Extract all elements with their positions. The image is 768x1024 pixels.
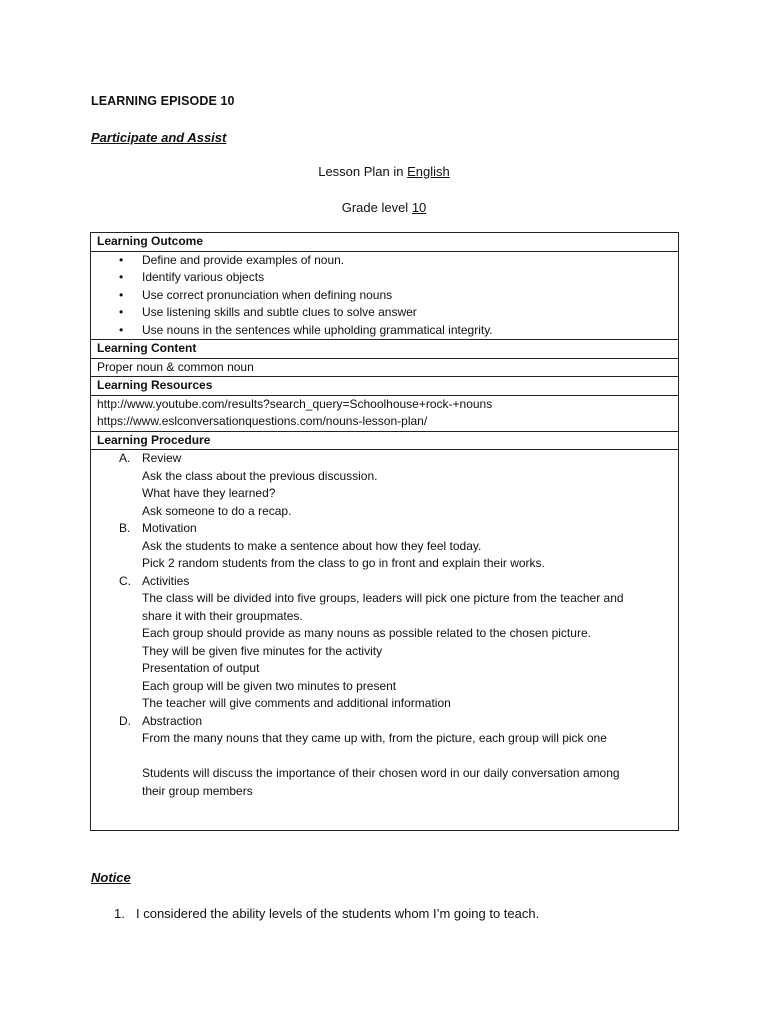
procedure-letter: B. xyxy=(119,521,131,535)
resource-link[interactable]: https://www.eslconversationquestions.com/nouns-lesson-plan/ xyxy=(97,414,428,428)
procedure-line: Pick 2 random students from the class to go in front and explain their works. xyxy=(142,556,545,570)
procedure-title: Activities xyxy=(142,573,190,588)
procedure-section-activities xyxy=(97,573,672,713)
learning-resources-cell xyxy=(91,395,679,431)
outcome-item: • Use nouns in the sentences while upholding grammatical integrity. xyxy=(97,322,672,340)
procedure-line: share it with their groupmates. xyxy=(142,608,303,623)
procedure-letter: C. xyxy=(119,573,131,588)
lesson-plan-subject: English xyxy=(407,164,450,179)
lesson-plan-prefix: Lesson Plan in xyxy=(318,164,408,179)
procedure-letter: D. xyxy=(119,713,131,728)
notice-item-number: 1. xyxy=(114,906,125,921)
procedure-line: What have they learned? xyxy=(142,486,276,500)
grade-level-value: 10 xyxy=(411,200,427,215)
procedure-line: Each group should provide as many nouns as possible related to the chosen picture. xyxy=(142,626,591,640)
notice-heading: Notice xyxy=(91,870,131,885)
procedure-title: Review xyxy=(142,451,182,465)
outcome-item: • Use correct pronunciation when defining nouns xyxy=(97,287,672,305)
procedure-line: Students will discuss the importance of their chosen word in our daily conversation among xyxy=(142,766,620,780)
procedure-line: From the many nouns that they came up with, from the picture, each group will pick one xyxy=(142,731,607,745)
procedure-title: Motivation xyxy=(142,521,197,535)
procedure-line: Each group will be given two minutes to present xyxy=(142,678,397,693)
outcome-item: • Identify various objects xyxy=(97,269,672,287)
outcome-list xyxy=(97,252,672,340)
learning-procedure-header: Learning Procedure xyxy=(91,431,679,450)
procedure-section-review xyxy=(97,450,672,520)
procedure-line: Ask the class about the previous discussion. xyxy=(142,468,378,483)
notice-item xyxy=(114,906,539,921)
procedure-line: Presentation of output xyxy=(142,661,260,675)
procedure-line: They will be given five minutes for the activity xyxy=(142,643,383,658)
procedure-line: The class will be divided into five groups, leaders will pick one picture from the teacher and xyxy=(142,591,624,605)
procedure-line: their group members xyxy=(142,783,253,798)
outcome-item: • Define and provide examples of noun. xyxy=(97,252,672,270)
lesson-plan-table xyxy=(90,232,679,831)
learning-procedure-cell xyxy=(91,450,679,831)
procedure-letter: A. xyxy=(119,451,131,465)
outcome-item: • Use listening skills and subtle clues to solve answer xyxy=(97,304,672,322)
learning-outcome-cell xyxy=(91,251,679,340)
section-subheading: Participate and Assist xyxy=(91,130,227,145)
grade-level-prefix: Grade level xyxy=(341,200,412,215)
learning-resources-header: Learning Resources xyxy=(91,377,679,396)
procedure-line: The teacher will give comments and additional information xyxy=(142,696,451,710)
learning-content-header: Learning Content xyxy=(91,340,679,359)
episode-heading: LEARNING EPISODE 10 xyxy=(91,94,235,108)
learning-content-cell: Proper noun & common noun xyxy=(91,358,679,377)
notice-item-text: I considered the ability levels of the students whom I’m going to teach. xyxy=(136,906,540,921)
procedure-line: Ask someone to do a recap. xyxy=(142,503,292,518)
grade-level-line xyxy=(0,200,768,215)
learning-outcome-header: Learning Outcome xyxy=(91,233,679,252)
lesson-plan-line xyxy=(0,164,768,179)
procedure-line: Ask the students to make a sentence about how they feel today. xyxy=(142,538,482,553)
procedure-section-motivation xyxy=(97,520,672,573)
procedure-title: Abstraction xyxy=(142,713,203,728)
procedure-blank-line xyxy=(142,748,672,766)
resource-link[interactable]: http://www.youtube.com/results?search_query=Schoolhouse+rock-+nouns xyxy=(97,396,493,411)
procedure-section-abstraction xyxy=(97,713,672,801)
